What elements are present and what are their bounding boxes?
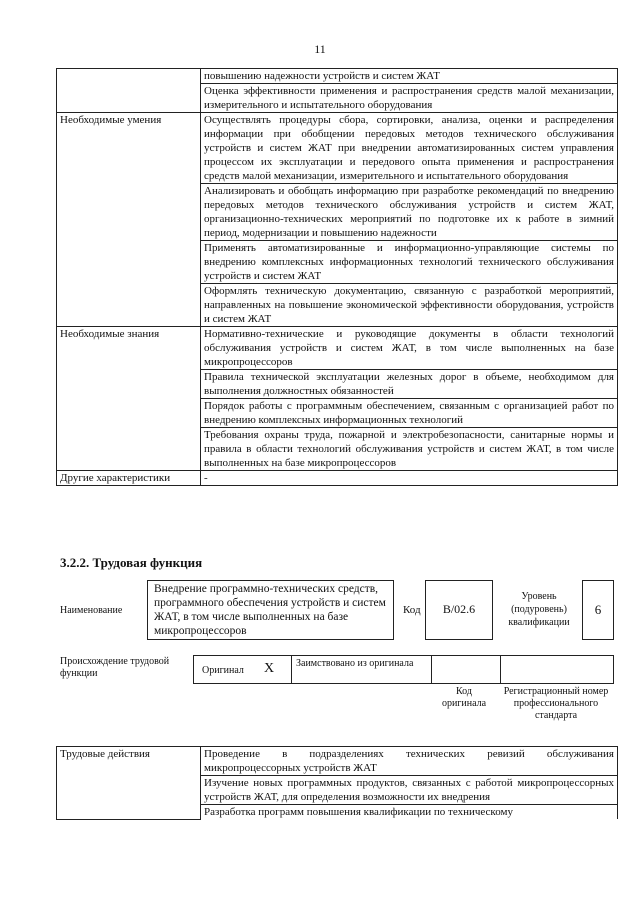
level-box <box>582 580 614 640</box>
section-heading: 3.2.2. Трудовая функция <box>60 555 203 570</box>
row-label-knowledge: Необходимые знания <box>57 327 201 471</box>
origin-row <box>193 655 614 684</box>
page-number: 11 <box>314 42 326 56</box>
row-label <box>57 69 201 113</box>
row-text: Правила технической эксплуатации железных дорог в объеме, необходимом для выполнения должностных обязанностей <box>201 370 618 399</box>
row-text: Изучение новых программных продуктов, связанных с работой микропроцессорных устройств ЖАТ, для определения возможности их внедрения <box>201 776 618 805</box>
name-label: Наименование <box>60 605 123 616</box>
row-text: Порядок работы с программным обеспечением, связанным с организацией работ по внедрению комплексных информационных технологий <box>201 399 618 428</box>
row-text: - <box>201 471 618 486</box>
row-label-actions: Трудовые действия <box>57 747 201 820</box>
level-value: 6 <box>594 602 602 617</box>
original-mark: X <box>264 661 275 676</box>
row-text: Проведение в подразделениях технических ревизий обслуживания микропроцессорных устройств ЖАТ <box>201 747 618 776</box>
row-label-skills: Необходимые умения <box>57 113 201 327</box>
row-text: повышению надежности устройств и систем ЖАТ <box>201 69 618 84</box>
function-name-box <box>147 580 394 640</box>
borrowed-label: Заимствовано из оригинала <box>296 658 414 669</box>
row-text: Анализировать и обобщать информацию при разработке рекомендаций по внедрению передовых методов технического обслуживания устройств и систем ЖАТ, организационно-технических мероприятий по подготовке их к работе в зимний период, модернизации и повышению надежности <box>201 184 618 241</box>
row-text: Оформлять техническую документацию, связанную с разработкой мероприятий, направленных на повышение экономической эффективности оборудования, устройств и систем ЖАТ <box>201 284 618 327</box>
row-text: Требования охраны труда, пожарной и электробезопасности, санитарные нормы и правила в области технологий обслуживания устройств и систем ЖАТ, в том числе выполненных на базе микропроцессоров <box>201 428 618 471</box>
registration-number-label: Регистрационный номер профессионального стандарта <box>503 686 609 721</box>
origin-label: Происхождение трудовой функции <box>60 656 170 679</box>
row-text: Нормативно-технические и руководящие документы в области технологий обслуживания устройств и систем ЖАТ, в том числе выполненных на базе микропроцессоров <box>201 327 618 370</box>
row-text: Применять автоматизированные и информационно-управляющие системы по внедрению комплексных информационных технологий технического обслуживания устройств и систем ЖАТ <box>201 241 618 284</box>
row-text: Осуществлять процедуры сбора, сортировки, анализа, оценки и распределения информации при обобщении передовых методов технического обслуживания устройств и систем ЖАТ при внедрении автоматизированных систем управления процессом их эксплуатации и передового опыта применения и распространения средств малой механизации, измерительного и испытательного оборудования <box>201 113 618 184</box>
labor-actions-table <box>56 746 618 820</box>
skills-knowledge-table <box>56 68 618 486</box>
code-label: Код <box>403 604 421 616</box>
row-text: Оценка эффективности применения и распространения средств малой механизации, измерительного и испытательного оборудования <box>201 84 618 113</box>
code-box <box>425 580 493 640</box>
level-label: Уровень (подуровень) квалификации <box>508 591 570 628</box>
table-row <box>57 747 618 776</box>
table-row <box>57 471 618 486</box>
function-name: Внедрение программно-технических средств, программного обеспечения устройств и систем ЖАТ, в том числе выполненных на базе микропроцессоров <box>154 583 386 637</box>
row-label-other: Другие характеристики <box>57 471 201 486</box>
table-row <box>57 113 618 184</box>
code-original-label: Код оригинала <box>441 686 487 709</box>
code-value: B/02.6 <box>442 602 476 616</box>
table-row <box>57 69 618 84</box>
row-text: Разработка программ повышения квалификации по техническому <box>201 805 618 820</box>
table-row <box>57 327 618 370</box>
original-label: Оригинал <box>202 665 244 676</box>
